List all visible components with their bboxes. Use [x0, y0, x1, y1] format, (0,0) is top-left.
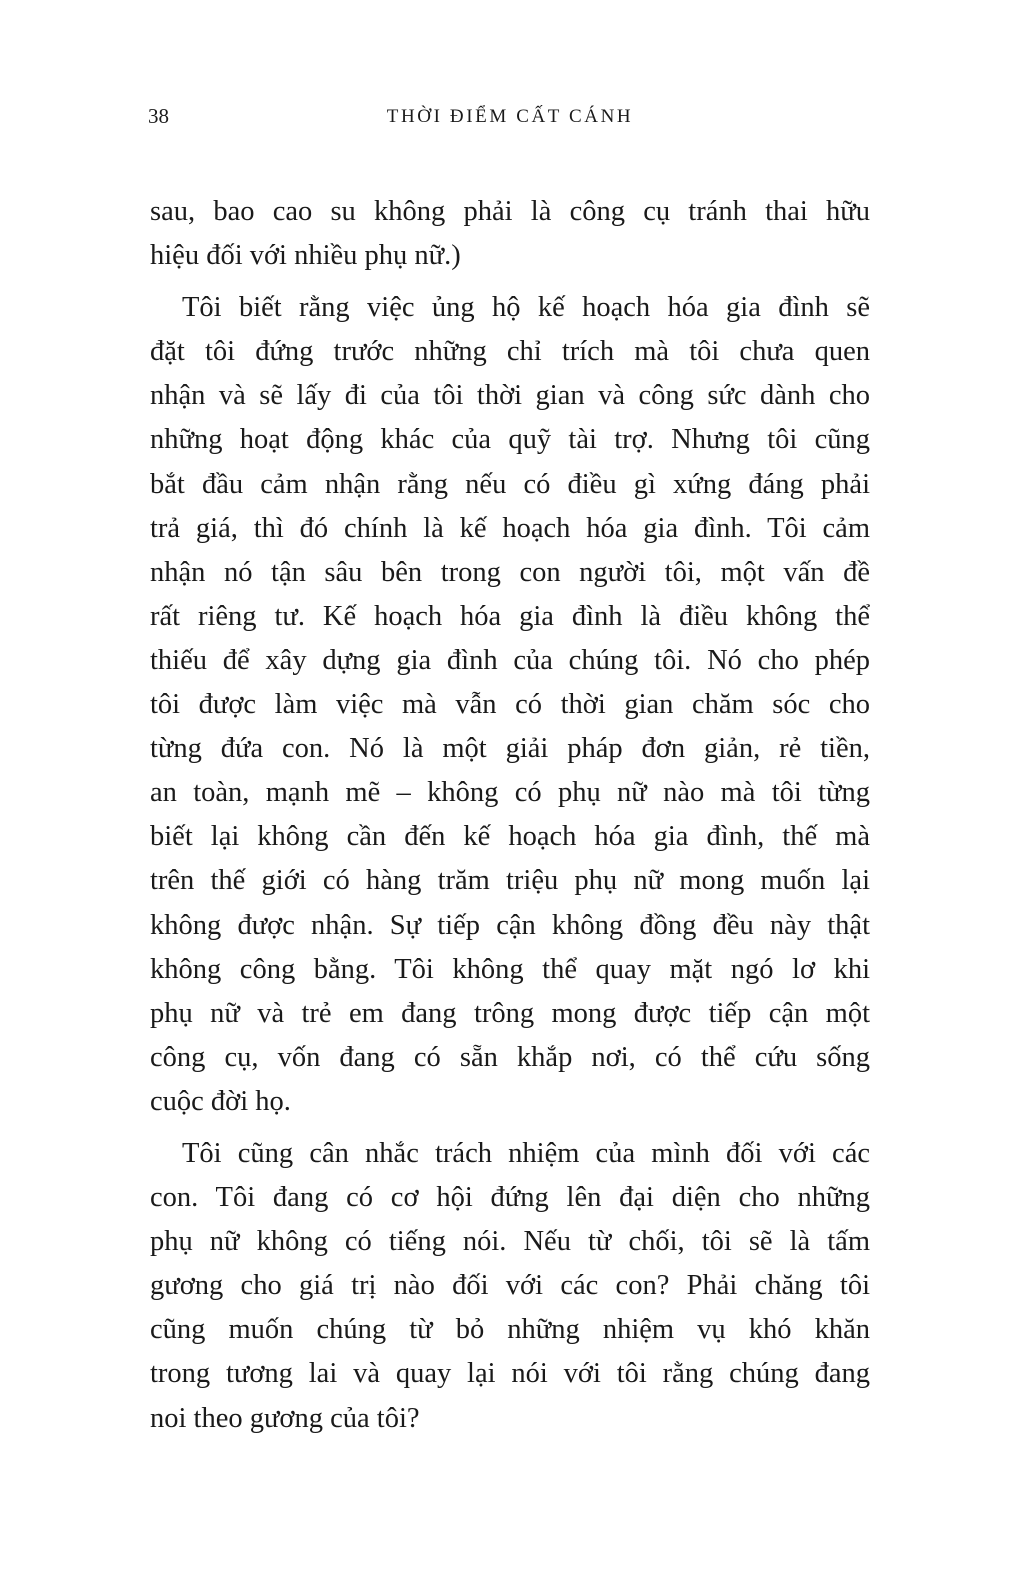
running-title: THỜI ĐIỂM CẤT CÁNH	[386, 106, 634, 127]
body-text	[150, 190, 870, 1449]
text-line: không được nhận. Sự tiếp cận không đồng đều này thật	[150, 909, 870, 941]
paragraph	[150, 1132, 870, 1441]
text-line: đặt tôi đứng trước những chỉ trích mà tôi chưa quen	[150, 336, 870, 368]
text-line: cuộc đời họ.	[150, 1085, 291, 1117]
text-line: trả giá, thì đó chính là kế hoạch hóa gia đình. Tôi cảm	[150, 512, 870, 544]
text-line: không công bằng. Tôi không thể quay mặt ngó lơ khi	[150, 953, 870, 985]
page-number: 38	[148, 104, 169, 128]
text-line: Tôi cũng cân nhắc trách nhiệm của mình đối với các	[182, 1137, 870, 1169]
text-line: sau, bao cao su không phải là công cụ tránh thai hữu	[150, 196, 870, 227]
paragraph	[150, 286, 870, 1124]
text-line: hiệu đối với nhiều phụ nữ.)	[150, 240, 461, 272]
text-line: rất riêng tư. Kế hoạch hóa gia đình là điều không thể	[150, 600, 870, 632]
text-line: an toàn, mạnh mẽ – không có phụ nữ nào mà tôi từng	[150, 777, 870, 809]
text-line: Tôi biết rằng việc ủng hộ kế hoạch hóa gia đình sẽ	[182, 292, 870, 324]
text-line: từng đứa con. Nó là một giải pháp đơn giản, rẻ tiền,	[150, 733, 870, 765]
paragraph	[150, 190, 870, 278]
text-line: bắt đầu cảm nhận rằng nếu có điều gì xứng đáng phải	[150, 468, 870, 500]
text-line: tôi được làm việc mà vẫn có thời gian chăm sóc cho	[150, 689, 870, 721]
text-line: noi theo gương của tôi?	[150, 1402, 420, 1434]
text-line: trên thế giới có hàng trăm triệu phụ nữ mong muốn lại	[150, 865, 870, 897]
text-line: thiếu để xây dựng gia đình của chúng tôi. Nó cho phép	[150, 644, 870, 676]
text-line: gương cho giá trị nào đối với các con? Phải chăng tôi	[150, 1270, 870, 1302]
text-line: trong tương lai và quay lại nói với tôi rằng chúng đang	[150, 1358, 870, 1390]
text-line: con. Tôi đang có cơ hội đứng lên đại diện cho những	[150, 1182, 870, 1214]
text-line: biết lại không cần đến kế hoạch hóa gia đình, thế mà	[150, 821, 870, 853]
text-line: phụ nữ và trẻ em đang trông mong được tiếp cận một	[150, 997, 870, 1029]
text-line: nhận và sẽ lấy đi của tôi thời gian và công sức dành cho	[150, 380, 870, 412]
text-line: những hoạt động khác của quỹ tài trợ. Nhưng tôi cũng	[150, 424, 870, 456]
text-line: cũng muốn chúng từ bỏ những nhiệm vụ khó khăn	[150, 1314, 870, 1346]
text-line: phụ nữ không có tiếng nói. Nếu từ chối, tôi sẽ là tấm	[150, 1226, 870, 1258]
text-line: nhận nó tận sâu bên trong con người tôi, một vấn đề	[150, 556, 870, 588]
text-line: công cụ, vốn đang có sẵn khắp nơi, có thể cứu sống	[150, 1041, 870, 1073]
